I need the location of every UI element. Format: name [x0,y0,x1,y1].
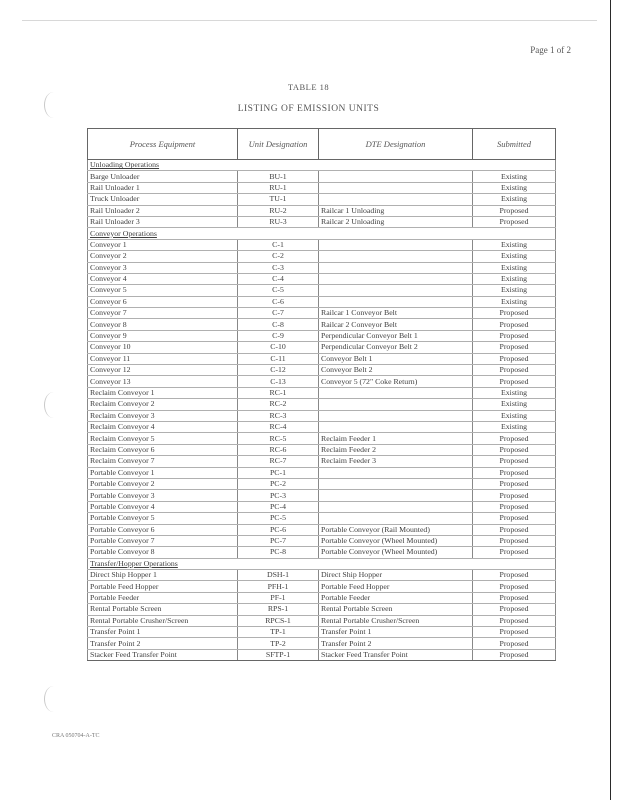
dte-designation-cell [319,262,473,273]
equipment-cell: Reclaim Conveyor 1 [88,387,238,398]
dte-designation-cell [319,387,473,398]
dte-designation-cell [319,478,473,489]
dte-designation-cell: Transfer Point 2 [319,638,473,649]
unit-designation-cell: RC-2 [238,399,319,410]
equipment-cell: Conveyor 5 [88,285,238,296]
table-label: TABLE 18 [287,82,330,92]
table-row [88,490,556,501]
unit-designation-cell: RC-5 [238,433,319,444]
status-cell: Proposed [473,433,556,444]
status-cell: Proposed [473,330,556,341]
equipment-cell: Conveyor 11 [88,353,238,364]
unit-designation-cell: BU-1 [238,171,319,182]
unit-designation-cell: TP-2 [238,638,319,649]
unit-designation-cell: RC-6 [238,444,319,455]
table-row [88,273,556,284]
footer-code: CRA 050704-A-TC [52,733,100,739]
dte-designation-cell: Conveyor Belt 2 [319,365,473,376]
status-cell: Existing [473,387,556,398]
table-row [88,535,556,546]
table-row [88,604,556,615]
status-cell: Existing [473,262,556,273]
status-cell: Proposed [473,627,556,638]
dte-designation-cell [319,194,473,205]
equipment-cell: Portable Conveyor 3 [88,490,238,501]
equipment-cell: Portable Conveyor 6 [88,524,238,535]
column-header: DTE Designation [319,129,473,160]
page-edge-line [610,0,611,800]
equipment-cell: Conveyor 1 [88,239,238,250]
dte-designation-cell: Railcar 2 Unloading [319,216,473,227]
table-title: LISTING OF EMISSION UNITS [237,104,380,114]
table-row [88,376,556,387]
unit-designation-cell: RU-1 [238,182,319,193]
table-row [88,171,556,182]
status-cell: Proposed [473,376,556,387]
table-row [88,399,556,410]
table-row [88,592,556,603]
equipment-cell: Portable Conveyor 4 [88,501,238,512]
table-row [88,444,556,455]
equipment-cell: Portable Feeder [88,592,238,603]
table-row [88,410,556,421]
status-cell: Proposed [473,524,556,535]
equipment-cell: Direct Ship Hopper 1 [88,570,238,581]
dte-designation-cell [319,171,473,182]
table-row [88,524,556,535]
status-cell: Proposed [473,456,556,467]
table-header-row [88,129,556,160]
dte-designation-cell [319,182,473,193]
equipment-cell: Conveyor 4 [88,273,238,284]
dte-designation-cell: Conveyor 5 (72" Coke Return) [319,376,473,387]
equipment-cell: Rail Unloader 3 [88,216,238,227]
status-cell: Proposed [473,535,556,546]
table-row [88,319,556,330]
dte-designation-cell [319,285,473,296]
status-cell: Existing [473,285,556,296]
column-header: Submitted [473,129,556,160]
dte-designation-cell: Railcar 1 Conveyor Belt [319,308,473,319]
equipment-cell: Reclaim Conveyor 2 [88,399,238,410]
equipment-cell: Conveyor 6 [88,296,238,307]
unit-designation-cell: RC-3 [238,410,319,421]
status-cell: Proposed [473,308,556,319]
dte-designation-cell: Portable Feed Hopper [319,581,473,592]
table-row [88,330,556,341]
status-cell: Proposed [473,513,556,524]
unit-designation-cell: RC-7 [238,456,319,467]
table-row [88,467,556,478]
unit-designation-cell: C-3 [238,262,319,273]
dte-designation-cell: Reclaim Feeder 1 [319,433,473,444]
dte-designation-cell [319,239,473,250]
table-row [88,501,556,512]
dte-designation-cell: Portable Feeder [319,592,473,603]
equipment-cell: Reclaim Conveyor 5 [88,433,238,444]
status-cell: Proposed [473,615,556,626]
table-row [88,205,556,216]
equipment-cell: Rental Portable Screen [88,604,238,615]
equipment-cell: Conveyor 10 [88,342,238,353]
unit-designation-cell: PFH-1 [238,581,319,592]
section-header-row [88,558,556,569]
unit-designation-cell: C-4 [238,273,319,284]
column-header: Process Equipment [88,129,238,160]
status-cell: Proposed [473,444,556,455]
unit-designation-cell: PC-7 [238,535,319,546]
status-cell: Existing [473,399,556,410]
equipment-cell: Rail Unloader 1 [88,182,238,193]
status-cell: Proposed [473,478,556,489]
unit-designation-cell: C-7 [238,308,319,319]
equipment-cell: Portable Conveyor 5 [88,513,238,524]
column-header: Unit Designation [238,129,319,160]
dte-designation-cell: Portable Conveyor (Wheel Mounted) [319,547,473,558]
unit-designation-cell: PC-3 [238,490,319,501]
table-row [88,547,556,558]
dte-designation-cell: Rental Portable Screen [319,604,473,615]
status-cell: Existing [473,194,556,205]
equipment-cell: Reclaim Conveyor 7 [88,456,238,467]
status-cell: Proposed [473,501,556,512]
status-cell: Proposed [473,604,556,615]
table-row [88,478,556,489]
status-cell: Existing [473,421,556,432]
equipment-cell: Transfer Point 2 [88,638,238,649]
status-cell: Proposed [473,365,556,376]
section-header-row [88,228,556,239]
table-row [88,308,556,319]
status-cell: Proposed [473,581,556,592]
dte-designation-cell: Reclaim Feeder 3 [319,456,473,467]
table-row [88,239,556,250]
unit-designation-cell: SFTP-1 [238,649,319,660]
unit-designation-cell: RC-4 [238,421,319,432]
status-cell: Proposed [473,649,556,660]
unit-designation-cell: C-10 [238,342,319,353]
dte-designation-cell: Direct Ship Hopper [319,570,473,581]
unit-designation-cell: C-11 [238,353,319,364]
unit-designation-cell: TP-1 [238,627,319,638]
table-body [88,160,556,661]
unit-designation-cell: RPS-1 [238,604,319,615]
status-cell: Existing [473,251,556,262]
unit-designation-cell: C-1 [238,239,319,250]
dte-designation-cell: Stacker Feed Transfer Point [319,649,473,660]
table-row [88,251,556,262]
status-cell: Existing [473,239,556,250]
table-row [88,649,556,660]
equipment-cell: Portable Conveyor 7 [88,535,238,546]
table-row [88,627,556,638]
dte-designation-cell [319,273,473,284]
unit-designation-cell: PC-1 [238,467,319,478]
equipment-cell: Barge Unloader [88,171,238,182]
unit-designation-cell: C-13 [238,376,319,387]
equipment-cell: Stacker Feed Transfer Point [88,649,238,660]
equipment-cell: Rental Portable Crusher/Screen [88,615,238,626]
status-cell: Proposed [473,205,556,216]
equipment-cell: Truck Unloader [88,194,238,205]
table-row [88,615,556,626]
equipment-cell: Conveyor 2 [88,251,238,262]
status-cell: Proposed [473,638,556,649]
equipment-cell: Transfer Point 1 [88,627,238,638]
table-row [88,262,556,273]
table-row [88,296,556,307]
status-cell: Proposed [473,547,556,558]
status-cell: Proposed [473,592,556,603]
dte-designation-cell: Rental Portable Crusher/Screen [319,615,473,626]
table-row [88,581,556,592]
table-row [88,570,556,581]
table-row [88,182,556,193]
unit-designation-cell: PC-8 [238,547,319,558]
status-cell: Existing [473,296,556,307]
unit-designation-cell: RU-3 [238,216,319,227]
table-row [88,194,556,205]
unit-designation-cell: DSH-1 [238,570,319,581]
equipment-cell: Conveyor 12 [88,365,238,376]
section-title: Unloading Operations [88,160,556,171]
status-cell: Proposed [473,216,556,227]
table-row [88,638,556,649]
punch-hole-mark [44,392,63,418]
punch-hole-mark [44,686,63,712]
equipment-cell: Conveyor 7 [88,308,238,319]
dte-designation-cell [319,490,473,501]
status-cell: Proposed [473,319,556,330]
status-cell: Proposed [473,467,556,478]
unit-designation-cell: TU-1 [238,194,319,205]
table-row [88,387,556,398]
equipment-cell: Conveyor 9 [88,330,238,341]
section-title: Conveyor Operations [88,228,556,239]
dte-designation-cell: Perpendicular Conveyor Belt 1 [319,330,473,341]
unit-designation-cell: C-9 [238,330,319,341]
status-cell: Proposed [473,570,556,581]
unit-designation-cell: C-8 [238,319,319,330]
equipment-cell: Portable Conveyor 8 [88,547,238,558]
dte-designation-cell: Railcar 1 Unloading [319,205,473,216]
table-row [88,216,556,227]
unit-designation-cell: RU-2 [238,205,319,216]
equipment-cell: Reclaim Conveyor 3 [88,410,238,421]
table-row [88,456,556,467]
dte-designation-cell [319,513,473,524]
table-row [88,433,556,444]
equipment-cell: Reclaim Conveyor 6 [88,444,238,455]
table-row [88,353,556,364]
dte-designation-cell [319,399,473,410]
equipment-cell: Conveyor 13 [88,376,238,387]
dte-designation-cell: Reclaim Feeder 2 [319,444,473,455]
equipment-cell: Reclaim Conveyor 4 [88,421,238,432]
equipment-cell: Conveyor 3 [88,262,238,273]
unit-designation-cell: RC-1 [238,387,319,398]
dte-designation-cell [319,251,473,262]
unit-designation-cell: C-5 [238,285,319,296]
unit-designation-cell: C-2 [238,251,319,262]
equipment-cell: Rail Unloader 2 [88,205,238,216]
dte-designation-cell: Portable Conveyor (Rail Mounted) [319,524,473,535]
status-cell: Existing [473,182,556,193]
table-row [88,342,556,353]
status-cell: Existing [473,273,556,284]
dte-designation-cell [319,467,473,478]
dte-designation-cell [319,410,473,421]
status-cell: Proposed [473,490,556,501]
dte-designation-cell [319,296,473,307]
dte-designation-cell: Portable Conveyor (Wheel Mounted) [319,535,473,546]
table-row [88,365,556,376]
unit-designation-cell: PC-5 [238,513,319,524]
status-cell: Proposed [473,342,556,353]
equipment-cell: Portable Conveyor 2 [88,478,238,489]
table-row [88,421,556,432]
status-cell: Existing [473,410,556,421]
unit-designation-cell: C-12 [238,365,319,376]
equipment-cell: Conveyor 8 [88,319,238,330]
dte-designation-cell [319,501,473,512]
page-number: Page 1 of 2 [530,45,571,55]
dte-designation-cell: Railcar 2 Conveyor Belt [319,319,473,330]
unit-designation-cell: PC-2 [238,478,319,489]
dte-designation-cell: Conveyor Belt 1 [319,353,473,364]
unit-designation-cell: RPCS-1 [238,615,319,626]
dte-designation-cell: Transfer Point 1 [319,627,473,638]
section-title: Transfer/Hopper Operations [88,558,556,569]
dte-designation-cell: Perpendicular Conveyor Belt 2 [319,342,473,353]
emission-units-table [87,128,556,661]
equipment-cell: Portable Conveyor 1 [88,467,238,478]
table-row [88,513,556,524]
equipment-cell: Portable Feed Hopper [88,581,238,592]
unit-designation-cell: PC-4 [238,501,319,512]
unit-designation-cell: PC-6 [238,524,319,535]
unit-designation-cell: C-6 [238,296,319,307]
status-cell: Existing [473,171,556,182]
dte-designation-cell [319,421,473,432]
unit-designation-cell: PF-1 [238,592,319,603]
status-cell: Proposed [473,353,556,364]
table-row [88,285,556,296]
section-header-row [88,160,556,171]
scan-artifact-line [22,20,597,21]
